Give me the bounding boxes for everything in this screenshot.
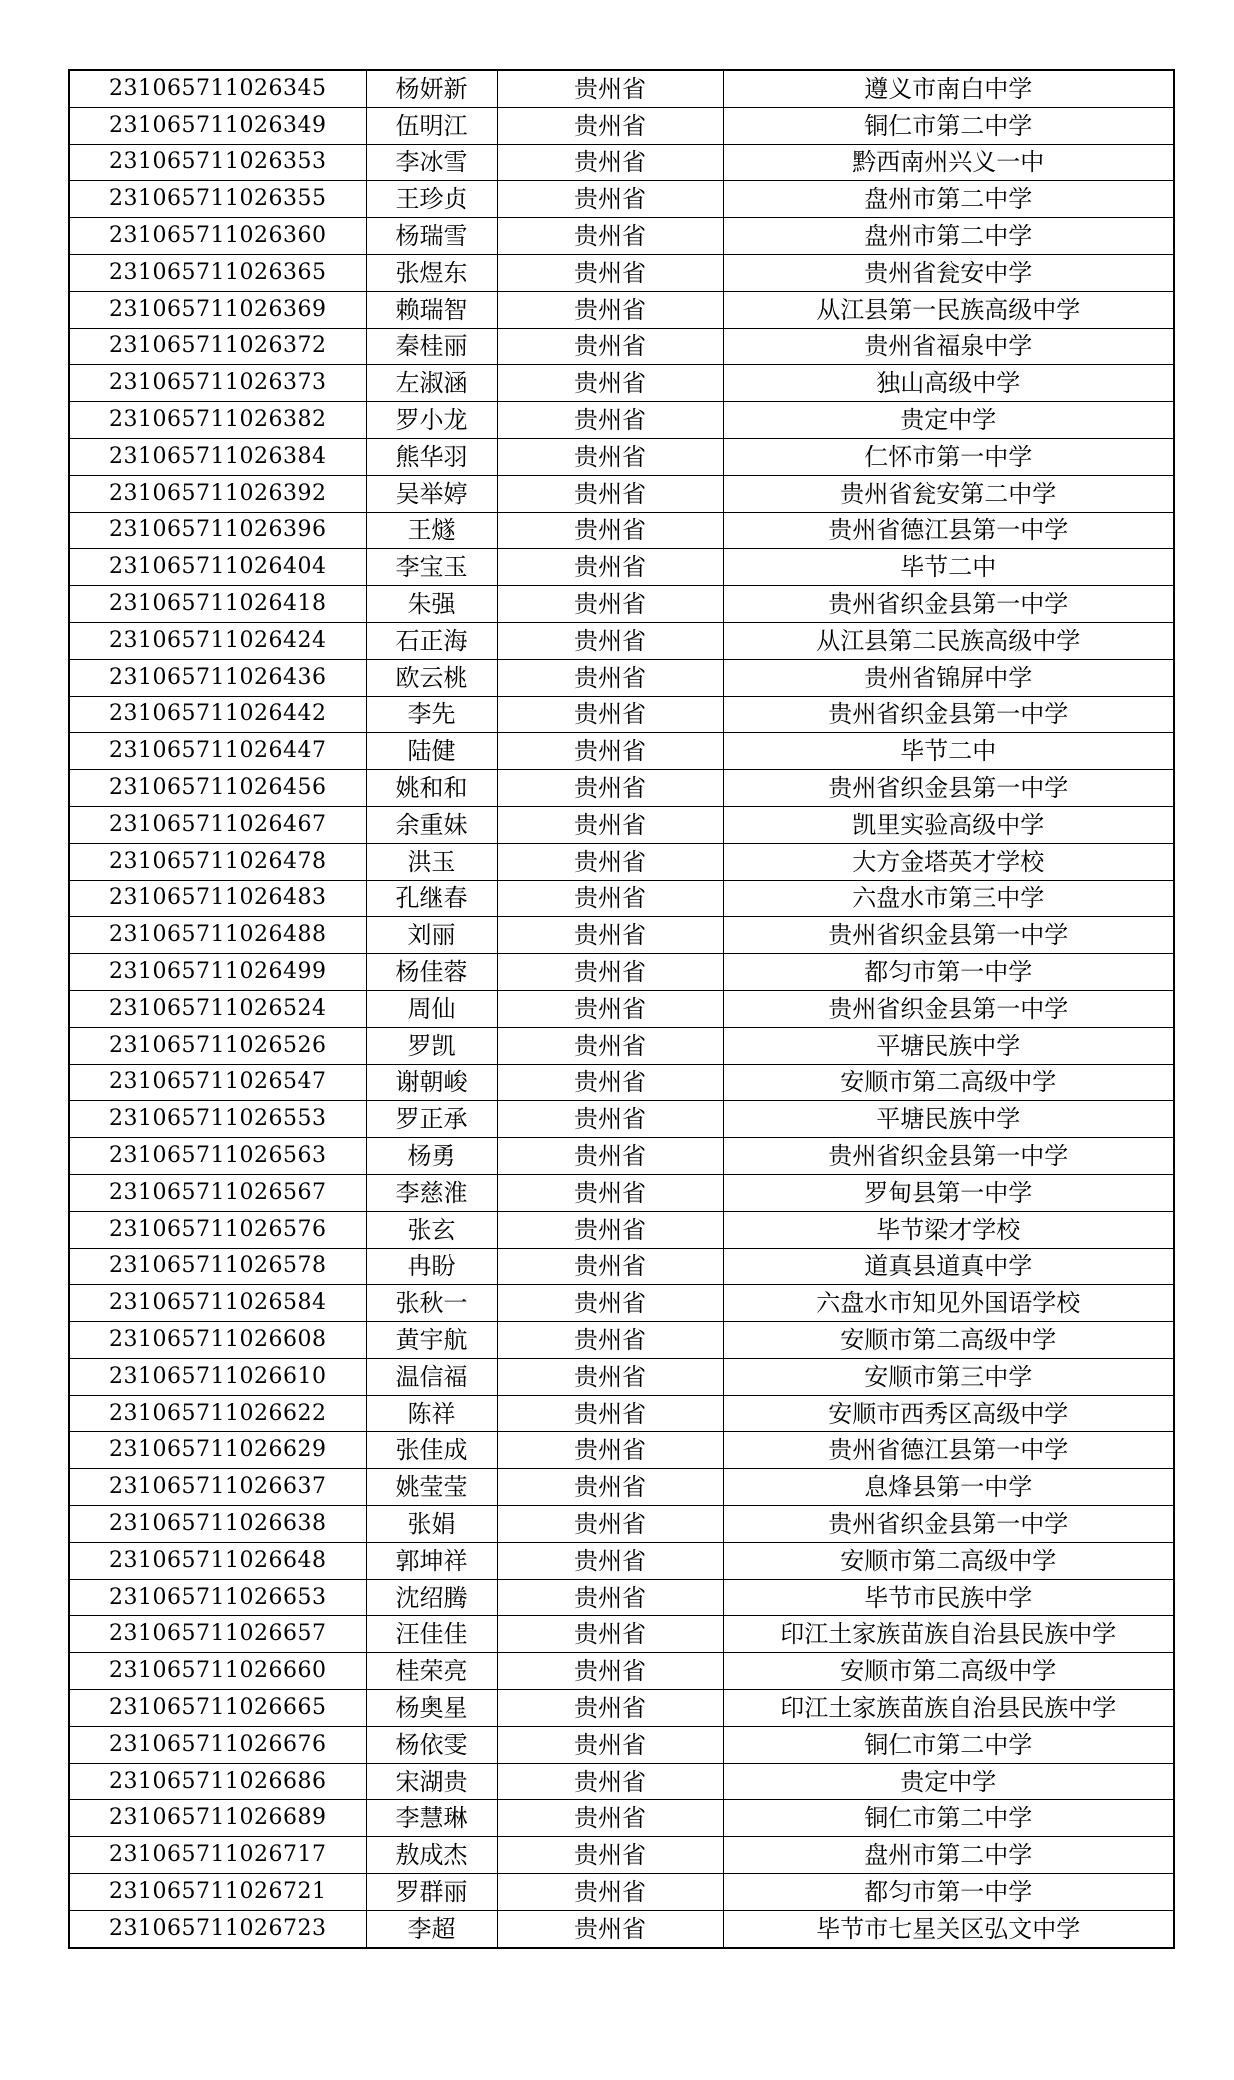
candidate-id-cell: 231065711026578 bbox=[69, 1248, 366, 1285]
table-row bbox=[69, 1174, 1174, 1211]
province-cell: 贵州省 bbox=[497, 1800, 723, 1837]
table-row bbox=[69, 1285, 1174, 1322]
table-row bbox=[69, 1910, 1174, 1947]
school-cell: 息烽县第一中学 bbox=[723, 1469, 1174, 1506]
student-name-cell: 赖瑞智 bbox=[366, 291, 497, 328]
province-cell: 贵州省 bbox=[497, 1322, 723, 1359]
province-cell: 贵州省 bbox=[497, 1027, 723, 1064]
province-cell: 贵州省 bbox=[497, 917, 723, 954]
school-cell: 贵州省德江县第一中学 bbox=[723, 1432, 1174, 1469]
table-row bbox=[69, 1211, 1174, 1248]
table-row bbox=[69, 1395, 1174, 1432]
school-cell: 铜仁市第二中学 bbox=[723, 1726, 1174, 1763]
student-name-cell: 朱强 bbox=[366, 586, 497, 623]
candidate-id-cell: 231065711026526 bbox=[69, 1027, 366, 1064]
province-cell: 贵州省 bbox=[497, 1837, 723, 1874]
table-row bbox=[69, 218, 1174, 255]
table-row bbox=[69, 954, 1174, 991]
school-cell: 道真县道真中学 bbox=[723, 1248, 1174, 1285]
province-cell: 贵州省 bbox=[497, 659, 723, 696]
candidate-id-cell: 231065711026567 bbox=[69, 1174, 366, 1211]
school-cell: 独山高级中学 bbox=[723, 365, 1174, 402]
candidate-id-cell: 231065711026717 bbox=[69, 1837, 366, 1874]
province-cell: 贵州省 bbox=[497, 107, 723, 144]
province-cell: 贵州省 bbox=[497, 1542, 723, 1579]
school-cell: 安顺市第二高级中学 bbox=[723, 1322, 1174, 1359]
school-cell: 贵州省瓮安中学 bbox=[723, 254, 1174, 291]
student-name-cell: 张娟 bbox=[366, 1506, 497, 1543]
candidate-id-cell: 231065711026665 bbox=[69, 1690, 366, 1727]
table-row bbox=[69, 512, 1174, 549]
province-cell: 贵州省 bbox=[497, 1395, 723, 1432]
candidate-id-cell: 231065711026686 bbox=[69, 1763, 366, 1800]
student-name-cell: 罗群丽 bbox=[366, 1874, 497, 1911]
candidate-id-cell: 231065711026689 bbox=[69, 1800, 366, 1837]
province-cell: 贵州省 bbox=[497, 438, 723, 475]
school-cell: 遵义市南白中学 bbox=[723, 70, 1174, 107]
student-name-cell: 张秋一 bbox=[366, 1285, 497, 1322]
school-cell: 安顺市第二高级中学 bbox=[723, 1542, 1174, 1579]
school-cell: 贵州省织金县第一中学 bbox=[723, 1506, 1174, 1543]
province-cell: 贵州省 bbox=[497, 1690, 723, 1727]
table-row bbox=[69, 144, 1174, 181]
student-name-cell: 余重妹 bbox=[366, 806, 497, 843]
student-name-cell: 李冰雪 bbox=[366, 144, 497, 181]
candidate-id-cell: 231065711026637 bbox=[69, 1469, 366, 1506]
student-name-cell: 罗正承 bbox=[366, 1101, 497, 1138]
table-row bbox=[69, 1358, 1174, 1395]
province-cell: 贵州省 bbox=[497, 181, 723, 218]
student-name-cell: 温信福 bbox=[366, 1358, 497, 1395]
school-cell: 六盘水市知见外国语学校 bbox=[723, 1285, 1174, 1322]
candidate-id-cell: 231065711026483 bbox=[69, 880, 366, 917]
student-name-cell: 黄宇航 bbox=[366, 1322, 497, 1359]
school-cell: 贵州省织金县第一中学 bbox=[723, 917, 1174, 954]
candidate-id-cell: 231065711026547 bbox=[69, 1064, 366, 1101]
school-cell: 都匀市第一中学 bbox=[723, 954, 1174, 991]
student-name-cell: 熊华羽 bbox=[366, 438, 497, 475]
student-name-cell: 张玄 bbox=[366, 1211, 497, 1248]
student-name-cell: 李慧琳 bbox=[366, 1800, 497, 1837]
school-cell: 仁怀市第一中学 bbox=[723, 438, 1174, 475]
student-name-cell: 左淑涵 bbox=[366, 365, 497, 402]
school-cell: 贵州省织金县第一中学 bbox=[723, 586, 1174, 623]
candidate-id-cell: 231065711026629 bbox=[69, 1432, 366, 1469]
candidate-id-cell: 231065711026373 bbox=[69, 365, 366, 402]
province-cell: 贵州省 bbox=[497, 1616, 723, 1653]
school-cell: 毕节市七星关区弘文中学 bbox=[723, 1910, 1174, 1947]
table-row bbox=[69, 475, 1174, 512]
province-cell: 贵州省 bbox=[497, 1174, 723, 1211]
province-cell: 贵州省 bbox=[497, 254, 723, 291]
candidate-id-cell: 231065711026456 bbox=[69, 770, 366, 807]
candidate-id-cell: 231065711026648 bbox=[69, 1542, 366, 1579]
province-cell: 贵州省 bbox=[497, 1726, 723, 1763]
school-cell: 盘州市第二中学 bbox=[723, 181, 1174, 218]
table-row bbox=[69, 291, 1174, 328]
student-name-cell: 敖成杰 bbox=[366, 1837, 497, 1874]
province-cell: 贵州省 bbox=[497, 1064, 723, 1101]
candidate-id-cell: 231065711026369 bbox=[69, 291, 366, 328]
candidate-id-cell: 231065711026608 bbox=[69, 1322, 366, 1359]
student-name-cell: 张佳成 bbox=[366, 1432, 497, 1469]
province-cell: 贵州省 bbox=[497, 291, 723, 328]
table-row bbox=[69, 438, 1174, 475]
province-cell: 贵州省 bbox=[497, 1763, 723, 1800]
table-row bbox=[69, 1542, 1174, 1579]
province-cell: 贵州省 bbox=[497, 843, 723, 880]
school-cell: 从江县第二民族高级中学 bbox=[723, 622, 1174, 659]
table-row bbox=[69, 1653, 1174, 1690]
table-row bbox=[69, 880, 1174, 917]
school-cell: 贵州省织金县第一中学 bbox=[723, 770, 1174, 807]
table-row bbox=[69, 1027, 1174, 1064]
table-row bbox=[69, 1138, 1174, 1175]
candidate-id-cell: 231065711026345 bbox=[69, 70, 366, 107]
student-name-cell: 姚莹莹 bbox=[366, 1469, 497, 1506]
school-cell: 贵州省锦屏中学 bbox=[723, 659, 1174, 696]
table-row bbox=[69, 1248, 1174, 1285]
province-cell: 贵州省 bbox=[497, 475, 723, 512]
table-row bbox=[69, 1837, 1174, 1874]
province-cell: 贵州省 bbox=[497, 1432, 723, 1469]
roster-body bbox=[69, 70, 1174, 1948]
table-row bbox=[69, 990, 1174, 1027]
province-cell: 贵州省 bbox=[497, 1248, 723, 1285]
table-row bbox=[69, 622, 1174, 659]
student-name-cell: 杨依雯 bbox=[366, 1726, 497, 1763]
candidate-id-cell: 231065711026384 bbox=[69, 438, 366, 475]
student-name-cell: 杨奥星 bbox=[366, 1690, 497, 1727]
student-name-cell: 欧云桃 bbox=[366, 659, 497, 696]
table-row bbox=[69, 328, 1174, 365]
province-cell: 贵州省 bbox=[497, 365, 723, 402]
candidate-id-cell: 231065711026553 bbox=[69, 1101, 366, 1138]
student-name-cell: 郭坤祥 bbox=[366, 1542, 497, 1579]
candidate-id-cell: 231065711026404 bbox=[69, 549, 366, 586]
table-row bbox=[69, 254, 1174, 291]
table-row bbox=[69, 843, 1174, 880]
student-name-cell: 秦桂丽 bbox=[366, 328, 497, 365]
table-row bbox=[69, 1432, 1174, 1469]
candidate-id-cell: 231065711026584 bbox=[69, 1285, 366, 1322]
student-name-cell: 刘丽 bbox=[366, 917, 497, 954]
province-cell: 贵州省 bbox=[497, 806, 723, 843]
student-name-cell: 吴举婷 bbox=[366, 475, 497, 512]
school-cell: 贵州省织金县第一中学 bbox=[723, 1138, 1174, 1175]
province-cell: 贵州省 bbox=[497, 144, 723, 181]
province-cell: 贵州省 bbox=[497, 328, 723, 365]
school-cell: 六盘水市第三中学 bbox=[723, 880, 1174, 917]
candidate-id-cell: 231065711026478 bbox=[69, 843, 366, 880]
school-cell: 都匀市第一中学 bbox=[723, 1874, 1174, 1911]
table-row bbox=[69, 696, 1174, 733]
province-cell: 贵州省 bbox=[497, 1910, 723, 1947]
student-name-cell: 李慈淮 bbox=[366, 1174, 497, 1211]
student-name-cell: 伍明江 bbox=[366, 107, 497, 144]
candidate-id-cell: 231065711026488 bbox=[69, 917, 366, 954]
candidate-id-cell: 231065711026447 bbox=[69, 733, 366, 770]
student-name-cell: 杨妍新 bbox=[366, 70, 497, 107]
student-name-cell: 冉盼 bbox=[366, 1248, 497, 1285]
school-cell: 凯里实验高级中学 bbox=[723, 806, 1174, 843]
table-row bbox=[69, 1874, 1174, 1911]
school-cell: 贵州省德江县第一中学 bbox=[723, 512, 1174, 549]
student-name-cell: 罗凯 bbox=[366, 1027, 497, 1064]
school-cell: 毕节市民族中学 bbox=[723, 1579, 1174, 1616]
candidate-id-cell: 231065711026721 bbox=[69, 1874, 366, 1911]
candidate-id-cell: 231065711026657 bbox=[69, 1616, 366, 1653]
student-name-cell: 姚和和 bbox=[366, 770, 497, 807]
student-name-cell: 李超 bbox=[366, 1910, 497, 1947]
student-name-cell: 洪玉 bbox=[366, 843, 497, 880]
candidate-id-cell: 231065711026524 bbox=[69, 990, 366, 1027]
candidate-id-cell: 231065711026638 bbox=[69, 1506, 366, 1543]
province-cell: 贵州省 bbox=[497, 1874, 723, 1911]
student-name-cell: 杨勇 bbox=[366, 1138, 497, 1175]
school-cell: 黔西南州兴义一中 bbox=[723, 144, 1174, 181]
province-cell: 贵州省 bbox=[497, 218, 723, 255]
table-row bbox=[69, 586, 1174, 623]
province-cell: 贵州省 bbox=[497, 696, 723, 733]
school-cell: 铜仁市第二中学 bbox=[723, 1800, 1174, 1837]
province-cell: 贵州省 bbox=[497, 70, 723, 107]
school-cell: 从江县第一民族高级中学 bbox=[723, 291, 1174, 328]
candidate-id-cell: 231065711026622 bbox=[69, 1395, 366, 1432]
school-cell: 印江土家族苗族自治县民族中学 bbox=[723, 1690, 1174, 1727]
province-cell: 贵州省 bbox=[497, 549, 723, 586]
school-cell: 安顺市第二高级中学 bbox=[723, 1653, 1174, 1690]
table-row bbox=[69, 1800, 1174, 1837]
candidate-id-cell: 231065711026353 bbox=[69, 144, 366, 181]
school-cell: 印江土家族苗族自治县民族中学 bbox=[723, 1616, 1174, 1653]
province-cell: 贵州省 bbox=[497, 586, 723, 623]
school-cell: 贵州省织金县第一中学 bbox=[723, 696, 1174, 733]
table-row bbox=[69, 659, 1174, 696]
table-row bbox=[69, 1726, 1174, 1763]
student-name-cell: 王燧 bbox=[366, 512, 497, 549]
province-cell: 贵州省 bbox=[497, 1138, 723, 1175]
school-cell: 盘州市第二中学 bbox=[723, 218, 1174, 255]
table-row bbox=[69, 733, 1174, 770]
table-row bbox=[69, 70, 1174, 107]
candidate-id-cell: 231065711026653 bbox=[69, 1579, 366, 1616]
student-name-cell: 周仙 bbox=[366, 990, 497, 1027]
school-cell: 罗甸县第一中学 bbox=[723, 1174, 1174, 1211]
student-name-cell: 陆健 bbox=[366, 733, 497, 770]
table-row bbox=[69, 1101, 1174, 1138]
candidate-id-cell: 231065711026372 bbox=[69, 328, 366, 365]
candidate-id-cell: 231065711026436 bbox=[69, 659, 366, 696]
student-name-cell: 沈绍腾 bbox=[366, 1579, 497, 1616]
student-name-cell: 桂荣亮 bbox=[366, 1653, 497, 1690]
province-cell: 贵州省 bbox=[497, 880, 723, 917]
school-cell: 平塘民族中学 bbox=[723, 1027, 1174, 1064]
school-cell: 贵州省瓮安第二中学 bbox=[723, 475, 1174, 512]
table-row bbox=[69, 549, 1174, 586]
province-cell: 贵州省 bbox=[497, 1211, 723, 1248]
province-cell: 贵州省 bbox=[497, 1285, 723, 1322]
school-cell: 贵州省织金县第一中学 bbox=[723, 990, 1174, 1027]
candidate-id-cell: 231065711026563 bbox=[69, 1138, 366, 1175]
candidate-id-cell: 231065711026467 bbox=[69, 806, 366, 843]
province-cell: 贵州省 bbox=[497, 770, 723, 807]
province-cell: 贵州省 bbox=[497, 512, 723, 549]
candidate-id-cell: 231065711026360 bbox=[69, 218, 366, 255]
school-cell: 安顺市第二高级中学 bbox=[723, 1064, 1174, 1101]
school-cell: 安顺市第三中学 bbox=[723, 1358, 1174, 1395]
province-cell: 贵州省 bbox=[497, 954, 723, 991]
table-row bbox=[69, 770, 1174, 807]
student-name-cell: 杨瑞雪 bbox=[366, 218, 497, 255]
table-row bbox=[69, 1506, 1174, 1543]
candidate-id-cell: 231065711026676 bbox=[69, 1726, 366, 1763]
school-cell: 盘州市第二中学 bbox=[723, 1837, 1174, 1874]
table-row bbox=[69, 1469, 1174, 1506]
candidate-id-cell: 231065711026723 bbox=[69, 1910, 366, 1947]
roster-table bbox=[68, 69, 1175, 1949]
school-cell: 安顺市西秀区高级中学 bbox=[723, 1395, 1174, 1432]
province-cell: 贵州省 bbox=[497, 733, 723, 770]
table-row bbox=[69, 917, 1174, 954]
student-name-cell: 李宝玉 bbox=[366, 549, 497, 586]
table-row bbox=[69, 1690, 1174, 1727]
province-cell: 贵州省 bbox=[497, 1653, 723, 1690]
student-name-cell: 陈祥 bbox=[366, 1395, 497, 1432]
table-row bbox=[69, 806, 1174, 843]
school-cell: 毕节二中 bbox=[723, 733, 1174, 770]
table-row bbox=[69, 181, 1174, 218]
student-name-cell: 王珍贞 bbox=[366, 181, 497, 218]
school-cell: 平塘民族中学 bbox=[723, 1101, 1174, 1138]
candidate-id-cell: 231065711026660 bbox=[69, 1653, 366, 1690]
table-row bbox=[69, 1322, 1174, 1359]
student-name-cell: 汪佳佳 bbox=[366, 1616, 497, 1653]
table-row bbox=[69, 1579, 1174, 1616]
province-cell: 贵州省 bbox=[497, 622, 723, 659]
candidate-id-cell: 231065711026442 bbox=[69, 696, 366, 733]
province-cell: 贵州省 bbox=[497, 402, 723, 439]
student-name-cell: 张煜东 bbox=[366, 254, 497, 291]
student-name-cell: 石正海 bbox=[366, 622, 497, 659]
province-cell: 贵州省 bbox=[497, 990, 723, 1027]
province-cell: 贵州省 bbox=[497, 1579, 723, 1616]
table-row bbox=[69, 365, 1174, 402]
province-cell: 贵州省 bbox=[497, 1506, 723, 1543]
table-row bbox=[69, 1616, 1174, 1653]
student-name-cell: 孔继春 bbox=[366, 880, 497, 917]
student-name-cell: 谢朝峻 bbox=[366, 1064, 497, 1101]
province-cell: 贵州省 bbox=[497, 1101, 723, 1138]
candidate-id-cell: 231065711026499 bbox=[69, 954, 366, 991]
student-name-cell: 杨佳蓉 bbox=[366, 954, 497, 991]
candidate-id-cell: 231065711026396 bbox=[69, 512, 366, 549]
school-cell: 毕节梁才学校 bbox=[723, 1211, 1174, 1248]
candidate-id-cell: 231065711026349 bbox=[69, 107, 366, 144]
province-cell: 贵州省 bbox=[497, 1358, 723, 1395]
school-cell: 贵州省福泉中学 bbox=[723, 328, 1174, 365]
candidate-id-cell: 231065711026424 bbox=[69, 622, 366, 659]
candidate-id-cell: 231065711026355 bbox=[69, 181, 366, 218]
province-cell: 贵州省 bbox=[497, 1469, 723, 1506]
table-row bbox=[69, 402, 1174, 439]
candidate-id-cell: 231065711026418 bbox=[69, 586, 366, 623]
candidate-id-cell: 231065711026392 bbox=[69, 475, 366, 512]
school-cell: 贵定中学 bbox=[723, 1763, 1174, 1800]
school-cell: 贵定中学 bbox=[723, 402, 1174, 439]
school-cell: 大方金塔英才学校 bbox=[723, 843, 1174, 880]
candidate-id-cell: 231065711026576 bbox=[69, 1211, 366, 1248]
table-row bbox=[69, 107, 1174, 144]
candidate-id-cell: 231065711026610 bbox=[69, 1358, 366, 1395]
candidate-id-cell: 231065711026382 bbox=[69, 402, 366, 439]
student-name-cell: 罗小龙 bbox=[366, 402, 497, 439]
school-cell: 毕节二中 bbox=[723, 549, 1174, 586]
table-row bbox=[69, 1064, 1174, 1101]
candidate-id-cell: 231065711026365 bbox=[69, 254, 366, 291]
school-cell: 铜仁市第二中学 bbox=[723, 107, 1174, 144]
table-row bbox=[69, 1763, 1174, 1800]
student-name-cell: 宋湖贵 bbox=[366, 1763, 497, 1800]
student-name-cell: 李先 bbox=[366, 696, 497, 733]
